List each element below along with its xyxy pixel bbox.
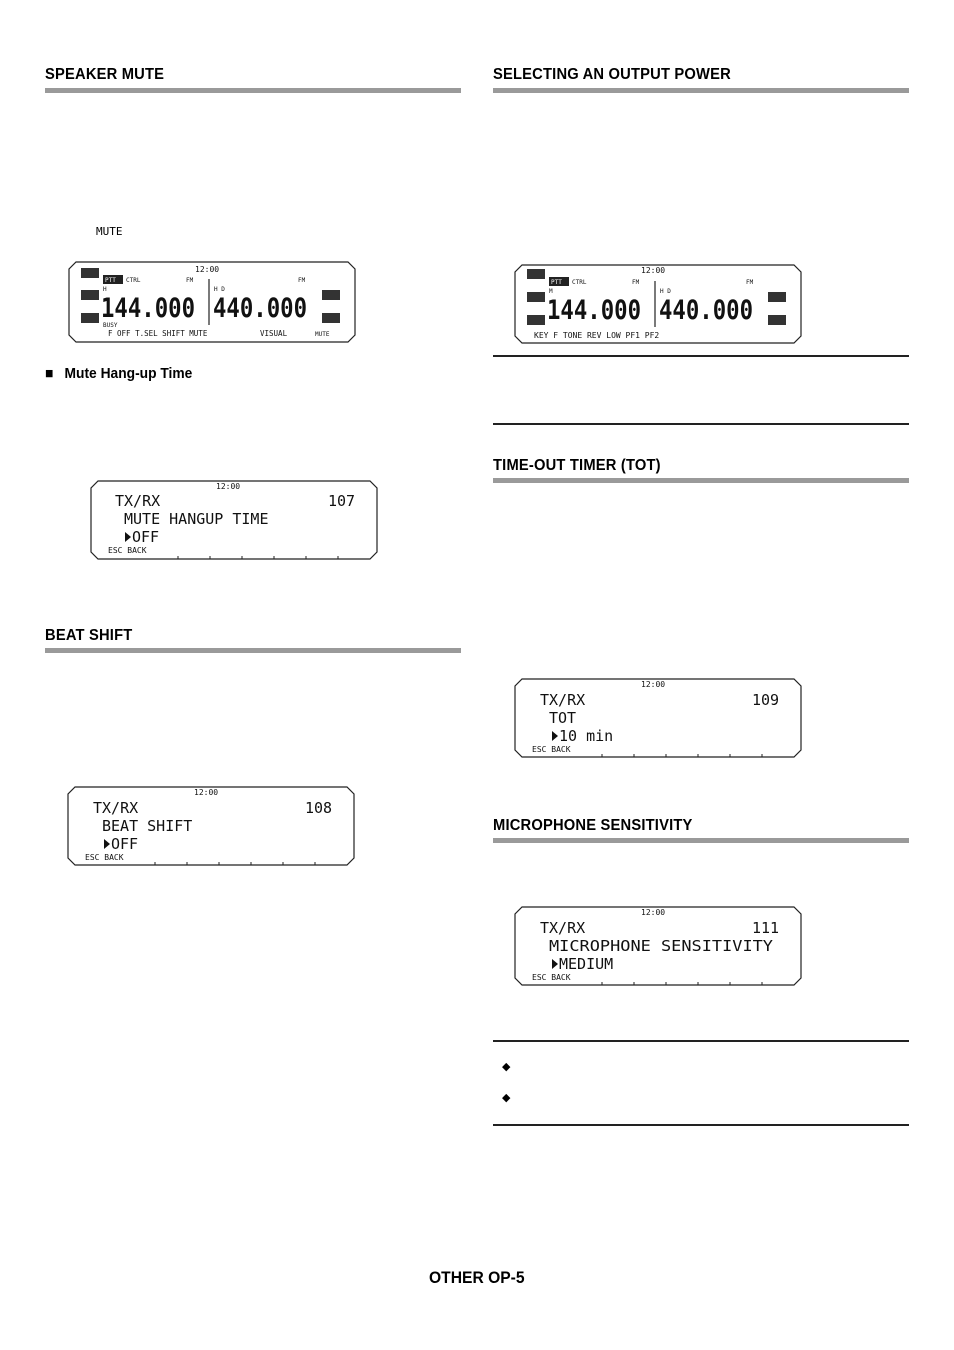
menu-value: 10 min — [559, 727, 614, 745]
section-rule — [45, 88, 461, 93]
section-title-speaker-mute: SPEAKER MUTE — [45, 66, 165, 83]
left-icon-stack — [527, 269, 545, 325]
dual-band-display-mute — [68, 261, 356, 343]
fm-a-label: FM — [632, 279, 640, 286]
ctrl-label: CTRL — [572, 279, 587, 286]
left-icon-stack — [81, 268, 99, 323]
section-title-beat-shift: BEAT SHIFT — [45, 627, 133, 644]
menu-item-name: BEAT SHIFT — [102, 817, 193, 835]
divider — [493, 423, 909, 425]
softkey-mute-indicator: MUTE — [315, 331, 330, 338]
power-b-label: H D — [660, 288, 671, 295]
frequency-b: 440.000 — [659, 295, 753, 326]
power-a-label: H — [103, 286, 107, 293]
menu-display-107 — [90, 480, 378, 560]
busy-label: BUSY — [103, 322, 118, 329]
fm-b-label: FM — [746, 279, 754, 286]
menu-number: 108 — [305, 799, 333, 817]
display-clock: 12:00 — [641, 680, 666, 689]
menu-item-name: MUTE HANGUP TIME — [124, 510, 269, 528]
frequency-a: 144.000 — [101, 293, 195, 324]
menu-number: 107 — [328, 492, 356, 510]
subsection-title: Mute Hang-up Time — [64, 365, 193, 382]
diamond-bullet-icon: ◆ — [502, 1092, 511, 1104]
menu-display-108 — [67, 786, 355, 866]
display-clock: 12:00 — [216, 482, 241, 491]
divider — [493, 1040, 909, 1042]
menu-number: 109 — [752, 691, 780, 709]
menu-value: OFF — [111, 835, 139, 853]
divider — [493, 355, 909, 357]
softkey-row: F OFF T.SEL SHIFT MUTE — [108, 329, 208, 338]
frequency-b: 440.000 — [213, 293, 307, 324]
ptt-label: PTT — [551, 279, 562, 286]
subsection-mute-hangup — [45, 365, 192, 382]
square-bullet-icon: ■ — [45, 365, 54, 382]
menu-display-109 — [514, 678, 802, 758]
mute-indicator-label: MUTE — [96, 225, 123, 238]
section-title-output-power: SELECTING AN OUTPUT POWER — [493, 66, 731, 83]
section-title-mic-sensitivity: MICROPHONE SENSITIVITY — [493, 817, 693, 834]
softkey-row: KEY F TONE REV LOW PF1 PF2 — [534, 331, 660, 340]
section-rule — [493, 88, 909, 93]
divider — [493, 1124, 909, 1126]
section-title-tot: TIME-OUT TIMER (TOT) — [493, 457, 661, 474]
diamond-bullet-icon: ◆ — [502, 1061, 511, 1073]
frequency-a: 144.000 — [547, 295, 641, 326]
section-rule — [45, 648, 461, 653]
esc-back-hint: ESC BACK — [85, 853, 124, 862]
power-a-label: M — [549, 288, 553, 295]
power-b-label: H D — [214, 286, 225, 293]
ptt-label: PTT — [105, 277, 116, 284]
menu-group: TX/RX — [540, 691, 586, 709]
menu-item-name: MICROPHONE SENSITIVITY — [549, 937, 773, 955]
display-clock: 12:00 — [641, 908, 666, 917]
section-rule — [493, 478, 909, 483]
softkey-visual: VISUAL — [260, 329, 288, 338]
menu-group: TX/RX — [115, 492, 161, 510]
menu-group: TX/RX — [93, 799, 139, 817]
dual-band-display-power — [514, 264, 802, 344]
display-clock: 12:00 — [195, 265, 220, 274]
menu-display-111 — [514, 906, 802, 986]
display-clock: 12:00 — [194, 788, 219, 797]
esc-back-hint: ESC BACK — [108, 546, 147, 555]
menu-item-name: TOT — [549, 709, 577, 727]
ctrl-label: CTRL — [126, 277, 141, 284]
fm-a-label: FM — [186, 277, 194, 284]
menu-group: TX/RX — [540, 919, 586, 937]
section-rule — [493, 838, 909, 843]
esc-back-hint: ESC BACK — [532, 973, 571, 982]
display-clock: 12:00 — [641, 266, 666, 275]
fm-b-label: FM — [298, 277, 306, 284]
esc-back-hint: ESC BACK — [532, 745, 571, 754]
menu-number: 111 — [752, 919, 780, 937]
menu-value: OFF — [132, 528, 160, 546]
page-footer-label: OTHER OP-5 — [429, 1268, 525, 1287]
menu-value: MEDIUM — [559, 955, 614, 973]
